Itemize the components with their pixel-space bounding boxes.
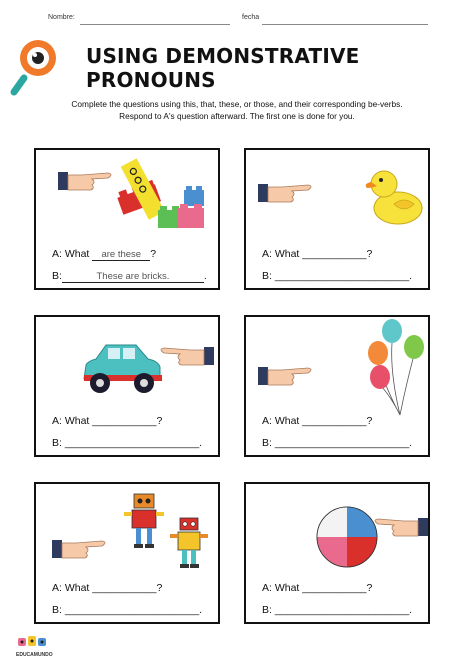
blank-b-6[interactable]: _______________________	[274, 604, 410, 616]
answer-b-prefix: B:	[262, 437, 272, 449]
blank-a-4[interactable]: ___________	[302, 415, 367, 427]
question-a-prefix: A: What	[52, 582, 90, 594]
question-a-6	[262, 582, 372, 594]
question-b-3	[52, 437, 202, 449]
blank-a-2[interactable]: ___________	[302, 248, 367, 260]
bricks-picture	[92, 156, 212, 232]
instructions-line-2: Respond to A's question afterward. The first one is done for you.	[119, 111, 355, 121]
toy-car-picture	[80, 339, 162, 395]
footer-brand: EDUCAMUNDO	[16, 652, 53, 658]
rubber-duck-picture	[364, 164, 424, 228]
question-b-5	[52, 604, 202, 616]
exercise-card-3	[34, 315, 220, 457]
date-label: fecha	[242, 14, 260, 21]
hand-pointing-right-icon	[258, 365, 318, 389]
answer-b-1[interactable]: These are bricks.	[62, 272, 204, 283]
page-title: USING DEMONSTRATIVE PRONOUNS	[86, 44, 360, 92]
question-a-4	[262, 415, 372, 427]
hand-pointing-left-icon	[154, 345, 214, 369]
answer-a-1[interactable]: are these	[92, 250, 150, 261]
question-a-2	[262, 248, 372, 260]
hand-pointing-left-icon	[368, 516, 428, 540]
magnifying-glass-icon	[10, 36, 62, 96]
blank-a-6[interactable]: ___________	[302, 582, 367, 594]
question-a-3	[52, 415, 162, 427]
blank-b-3[interactable]: _______________________	[64, 437, 200, 449]
period: .	[199, 437, 203, 449]
period: .	[409, 270, 413, 282]
robots-picture	[124, 490, 216, 574]
blank-b-5[interactable]: _______________________	[64, 604, 200, 616]
period: .	[203, 270, 207, 282]
educamundo-logo-icon	[18, 634, 48, 650]
exercise-card-2	[244, 148, 430, 290]
question-mark: ?	[156, 582, 163, 594]
balloons-picture	[366, 317, 430, 421]
blank-a-3[interactable]: ___________	[92, 415, 157, 427]
hand-pointing-right-icon	[52, 538, 112, 562]
question-b-6	[262, 604, 412, 616]
question-mark: ?	[156, 415, 163, 427]
question-b-4	[262, 437, 412, 449]
question-mark: ?	[366, 415, 373, 427]
blank-a-5[interactable]: ___________	[92, 582, 157, 594]
question-a-prefix: A: What	[262, 582, 300, 594]
name-label: Nombre:	[48, 14, 75, 21]
question-b-1	[52, 270, 207, 283]
exercise-card-6	[244, 482, 430, 624]
instructions	[20, 98, 454, 122]
question-a-prefix: A: What	[262, 415, 300, 427]
hand-pointing-right-icon	[258, 182, 318, 206]
blank-b-2[interactable]: _______________________	[274, 270, 410, 282]
answer-b-prefix: B:	[52, 437, 62, 449]
name-line[interactable]	[80, 24, 230, 25]
answer-b-prefix: B:	[52, 270, 62, 282]
period: .	[199, 604, 203, 616]
answer-b-prefix: B:	[52, 604, 62, 616]
question-a-5	[52, 582, 162, 594]
answer-b-prefix: B:	[262, 604, 272, 616]
date-line[interactable]	[262, 24, 428, 25]
question-mark: ?	[366, 582, 373, 594]
exercise-card-5	[34, 482, 220, 624]
question-a-prefix: A: What	[52, 415, 90, 427]
instructions-line-1: Complete the questions using this, that, these, or those, and their corresponding be-verbs.	[71, 99, 403, 109]
blank-b-4[interactable]: _______________________	[274, 437, 410, 449]
question-a-prefix: A: What	[52, 248, 90, 260]
answer-b-prefix: B:	[262, 270, 272, 282]
question-b-2	[262, 270, 412, 282]
question-a-1	[52, 248, 156, 261]
exercise-card-1	[34, 148, 220, 290]
exercise-card-4	[244, 315, 430, 457]
question-mark: ?	[366, 248, 373, 260]
question-a-prefix: A: What	[262, 248, 300, 260]
period: .	[409, 437, 413, 449]
question-mark: ?	[150, 248, 157, 260]
period: .	[409, 604, 413, 616]
